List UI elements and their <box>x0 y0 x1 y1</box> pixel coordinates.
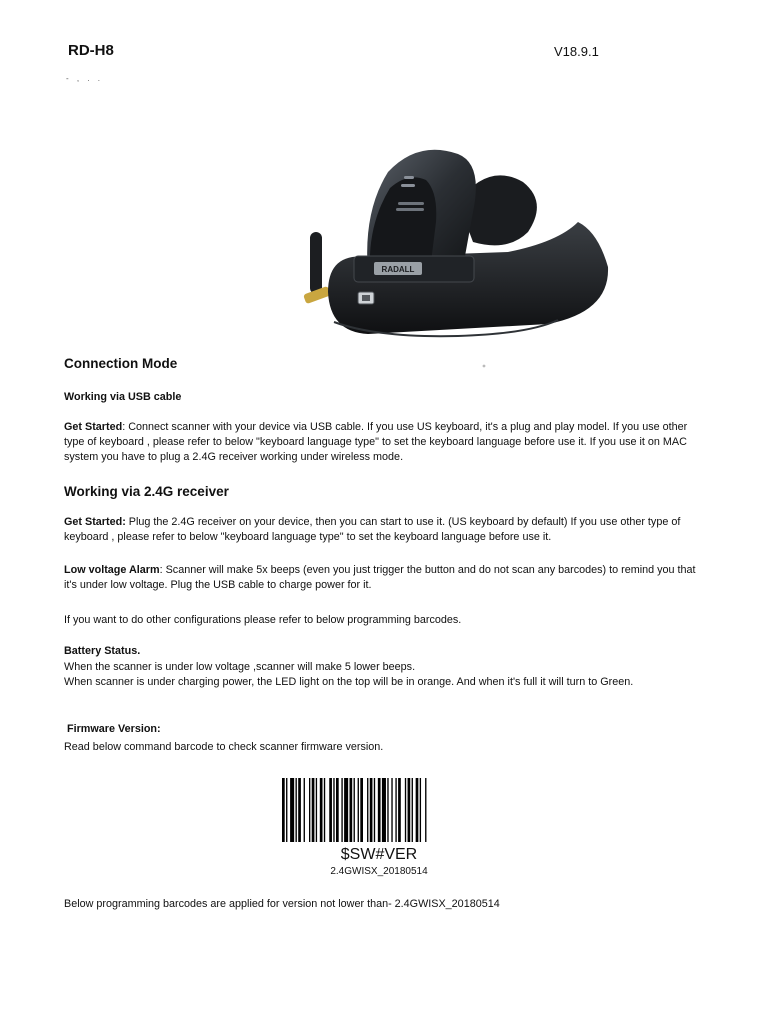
footer-note: Below programming barcodes are applied for version not lower than- 2.4GWISX_20180514 <box>64 898 500 910</box>
barcode-bar <box>333 778 334 842</box>
battery-line-1: When the scanner is under low voltage ,scanner will make 5 lower beeps. <box>64 661 416 673</box>
barcode-bar <box>405 778 406 842</box>
barcode-human-readable: $SW#VER <box>340 846 418 863</box>
barcode-bar <box>350 778 353 842</box>
low-voltage-label: Low voltage Alarm <box>64 564 160 576</box>
usb-get-started-text: : Connect scanner with your device via USB cable. If you use US keyboard, it's a plug and play model. If you use other type of keyboard , please refer to below "keyboard language type" to set the keyboard language before use it. If you use it on MAC system you have to plug a 2.4G receiver working under wireless mode. <box>64 421 688 463</box>
usb-get-started-paragraph <box>64 420 704 465</box>
barcode-bar <box>416 778 419 842</box>
scanner-product-image <box>258 92 620 382</box>
model-title: RD-H8 <box>68 42 114 59</box>
usb-get-started-label: Get Started <box>64 421 123 433</box>
barcode-bar <box>354 778 355 842</box>
low-voltage-paragraph <box>64 563 704 593</box>
barcode-bar <box>412 778 413 842</box>
barcode-bar <box>367 778 368 842</box>
stray-marks: - , . . <box>66 74 103 83</box>
low-voltage-text: : Scanner will make 5x beeps (even you just trigger the button and do not scan any barcodes) to remind you that it's under low voltage. Plug the USB cable to charge power for it. <box>64 564 696 591</box>
wireless-title: Working via 2.4G receiver <box>64 484 229 499</box>
barcode-bar <box>324 778 325 842</box>
barcode-bar <box>378 778 381 842</box>
barcode-bar <box>286 778 287 842</box>
brand-label: RADALL <box>381 265 415 274</box>
barcode-bar <box>387 778 388 842</box>
wireless-get-started-label: Get Started: <box>64 516 126 528</box>
other-config-text: If you want to do other configurations please refer to below programming barcodes. <box>64 614 462 626</box>
barcode-bar <box>374 778 375 842</box>
barcode-bar <box>358 778 359 842</box>
battery-line-2: When scanner is under charging power, the LED light on the top will be in orange. And when it's full it will turn to Green. <box>64 676 634 688</box>
barcode-bar <box>341 778 342 842</box>
barcode-bar <box>309 778 310 842</box>
section-title-connection-mode: Connection Mode <box>64 356 178 371</box>
barcode-bar <box>382 778 386 842</box>
barcode-bar <box>391 778 392 842</box>
barcode-bar <box>344 778 348 842</box>
barcode-bar <box>298 778 301 842</box>
barcode-bar <box>408 778 411 842</box>
barcode-bar <box>316 778 317 842</box>
wireless-get-started-paragraph <box>64 515 704 545</box>
antenna <box>310 232 322 294</box>
firmware-barcode <box>278 776 480 846</box>
barcode-bar <box>304 778 305 842</box>
barcode-bar <box>282 778 285 842</box>
firmware-title: Firmware Version: <box>67 723 161 735</box>
barcode-bar <box>296 778 297 842</box>
barcode-bar <box>312 778 315 842</box>
barcode-bar <box>360 778 363 842</box>
barcode-bar <box>395 778 396 842</box>
version-number: V18.9.1 <box>554 44 599 59</box>
battery-title: Battery Status. <box>64 645 141 657</box>
barcode-bar <box>420 778 421 842</box>
wireless-get-started-text: Plug the 2.4G receiver on your device, then you can start to use it. (US keyboard by default) If you use other type of keyboard , please refer to below "keyboard language type" to set the keyboard language before use it. <box>64 516 681 543</box>
barcode-bar <box>425 778 426 842</box>
barcode-version-code: 2.4GWISX_20180514 <box>330 866 428 877</box>
barcode-bar <box>290 778 294 842</box>
barcode-bar <box>398 778 401 842</box>
barcode-bar <box>336 778 339 842</box>
barcode-bar <box>370 778 373 842</box>
barcode-bar <box>329 778 332 842</box>
usb-title: Working via USB cable <box>64 391 182 403</box>
barcode-bar <box>320 778 323 842</box>
firmware-text: Read below command barcode to check scanner firmware version. <box>64 741 384 753</box>
